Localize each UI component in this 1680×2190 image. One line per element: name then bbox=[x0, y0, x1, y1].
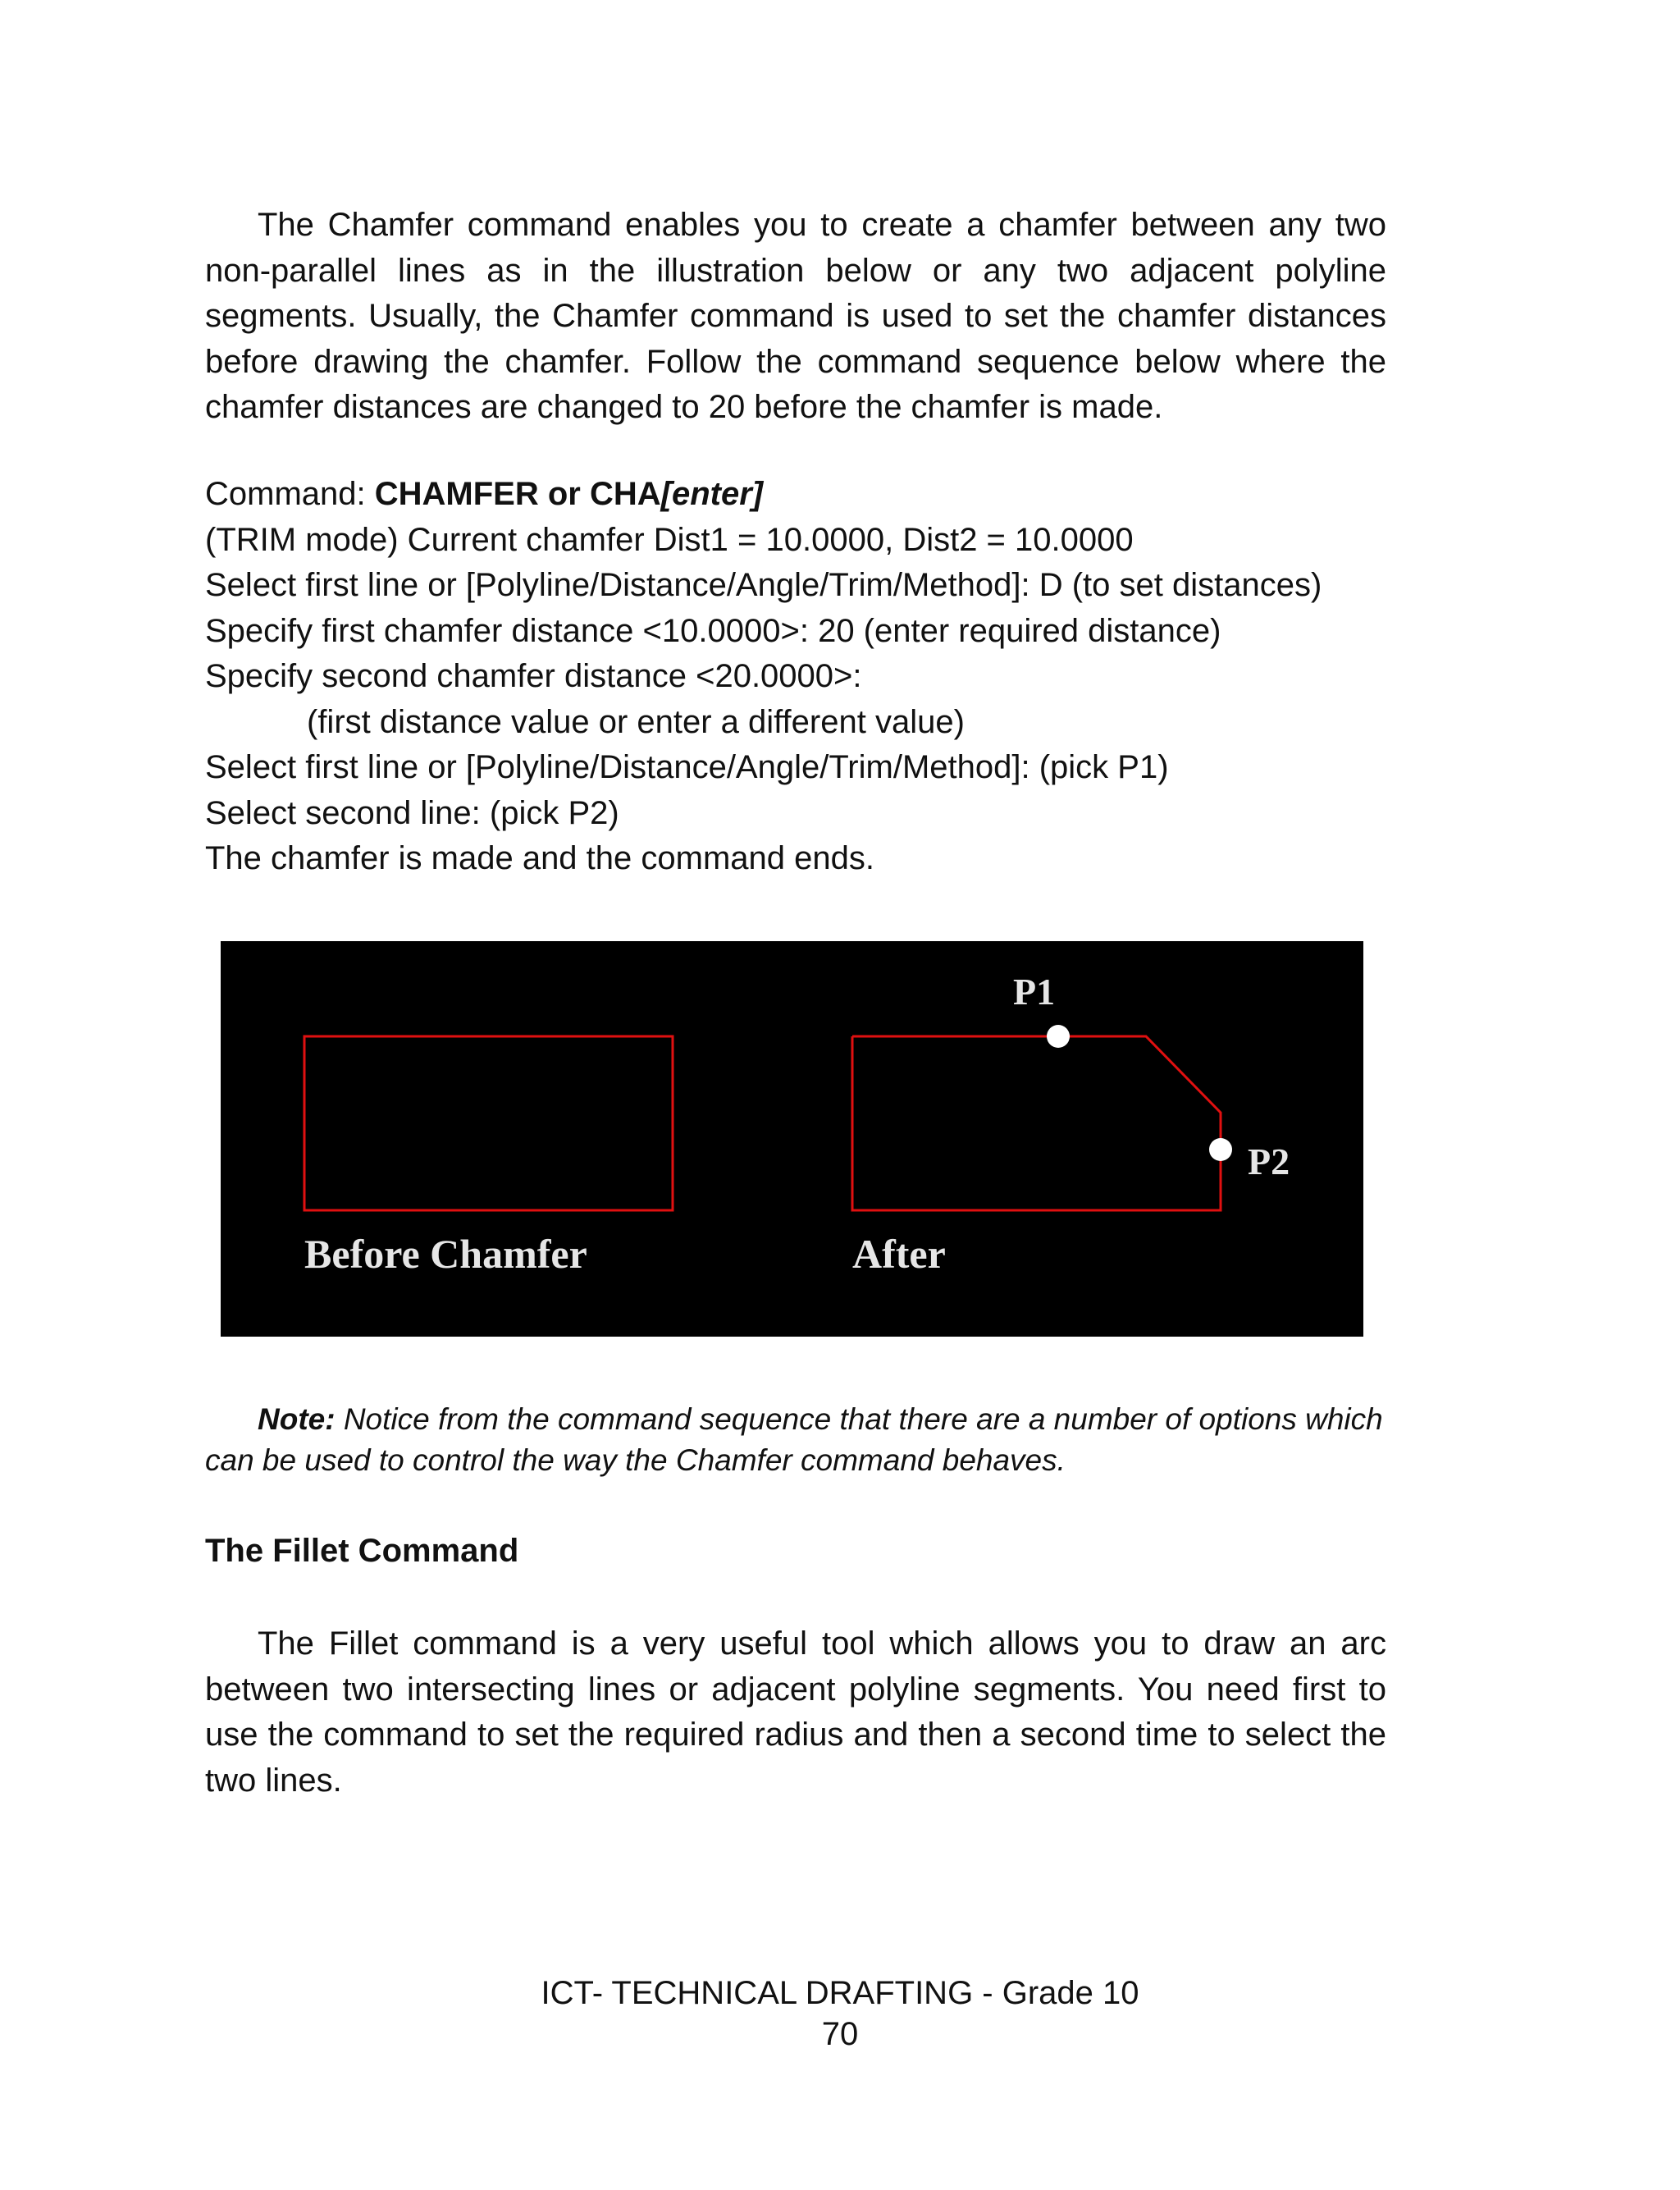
label-after: After bbox=[852, 1231, 946, 1277]
before-chamfer-rectangle bbox=[304, 1036, 673, 1210]
command-line: Select second line: (pick P2) bbox=[205, 794, 619, 831]
footer-title: ICT- TECHNICAL DRAFTING - Grade 10 bbox=[541, 1975, 1139, 2011]
command-line: Select first line or [Polyline/Distance/Angle/Trim/Method]: D (to set distances) bbox=[205, 567, 1322, 603]
chamfer-illustration bbox=[221, 941, 1363, 1337]
fillet-paragraph: The Fillet command is a very useful tool which allows you to draw an arc between two intersecting lines or adjacent polyline segments. You need first to use the command to set the required radius and then a second time to select the two lines. bbox=[205, 1625, 1386, 1799]
command-line: Specify first chamfer distance <10.0000>: 20 (enter required distance) bbox=[205, 612, 1221, 649]
note-paragraph bbox=[205, 1399, 1386, 1481]
pick-point-p1 bbox=[1047, 1025, 1070, 1048]
label-p1: P1 bbox=[1013, 971, 1056, 1013]
label-before-chamfer: Before Chamfer bbox=[304, 1231, 587, 1277]
chamfer-intro-paragraph: The Chamfer command enables you to create a chamfer between any two non-parallel lines as in the illustration below or any two adjacent polyline segments. Usually, the Chamfer command is used to set the chamfer distances before drawing the chamfer. Follow the command sequence below where the chamfer distances are changed to 20 before the chamfer is made. bbox=[205, 207, 1386, 425]
command-line: Select first line or [Polyline/Distance/Angle/Trim/Method]: (pick P1) bbox=[205, 749, 1169, 785]
command-line: (TRIM mode) Current chamfer Dist1 = 10.0000, Dist2 = 10.0000 bbox=[205, 521, 1134, 558]
pick-point-p2 bbox=[1209, 1138, 1232, 1161]
command-line: (first distance value or enter a different value) bbox=[307, 703, 965, 740]
command-name: CHAMFER or CHA bbox=[374, 476, 661, 512]
chamfer-illustration-svg bbox=[221, 941, 1363, 1337]
fillet-section-heading: The Fillet Command bbox=[205, 1533, 519, 1569]
label-p2: P2 bbox=[1248, 1141, 1290, 1182]
command-line-title bbox=[205, 472, 1386, 518]
command-prefix: Command: bbox=[205, 476, 375, 512]
page-number: 70 bbox=[821, 2016, 859, 2052]
page-footer bbox=[0, 1973, 1680, 2055]
command-line: The chamfer is made and the command ends. bbox=[205, 840, 874, 876]
command-sequence bbox=[205, 472, 1386, 882]
note-label: Note: bbox=[258, 1402, 336, 1436]
note-text: Notice from the command sequence that there are a number of options which can be used to control the way the Chamfer command behaves. bbox=[205, 1402, 1383, 1477]
command-enter: [enter] bbox=[660, 476, 764, 512]
after-chamfer-shape bbox=[852, 1036, 1221, 1210]
command-line: Specify second chamfer distance <20.0000>: bbox=[205, 658, 862, 694]
